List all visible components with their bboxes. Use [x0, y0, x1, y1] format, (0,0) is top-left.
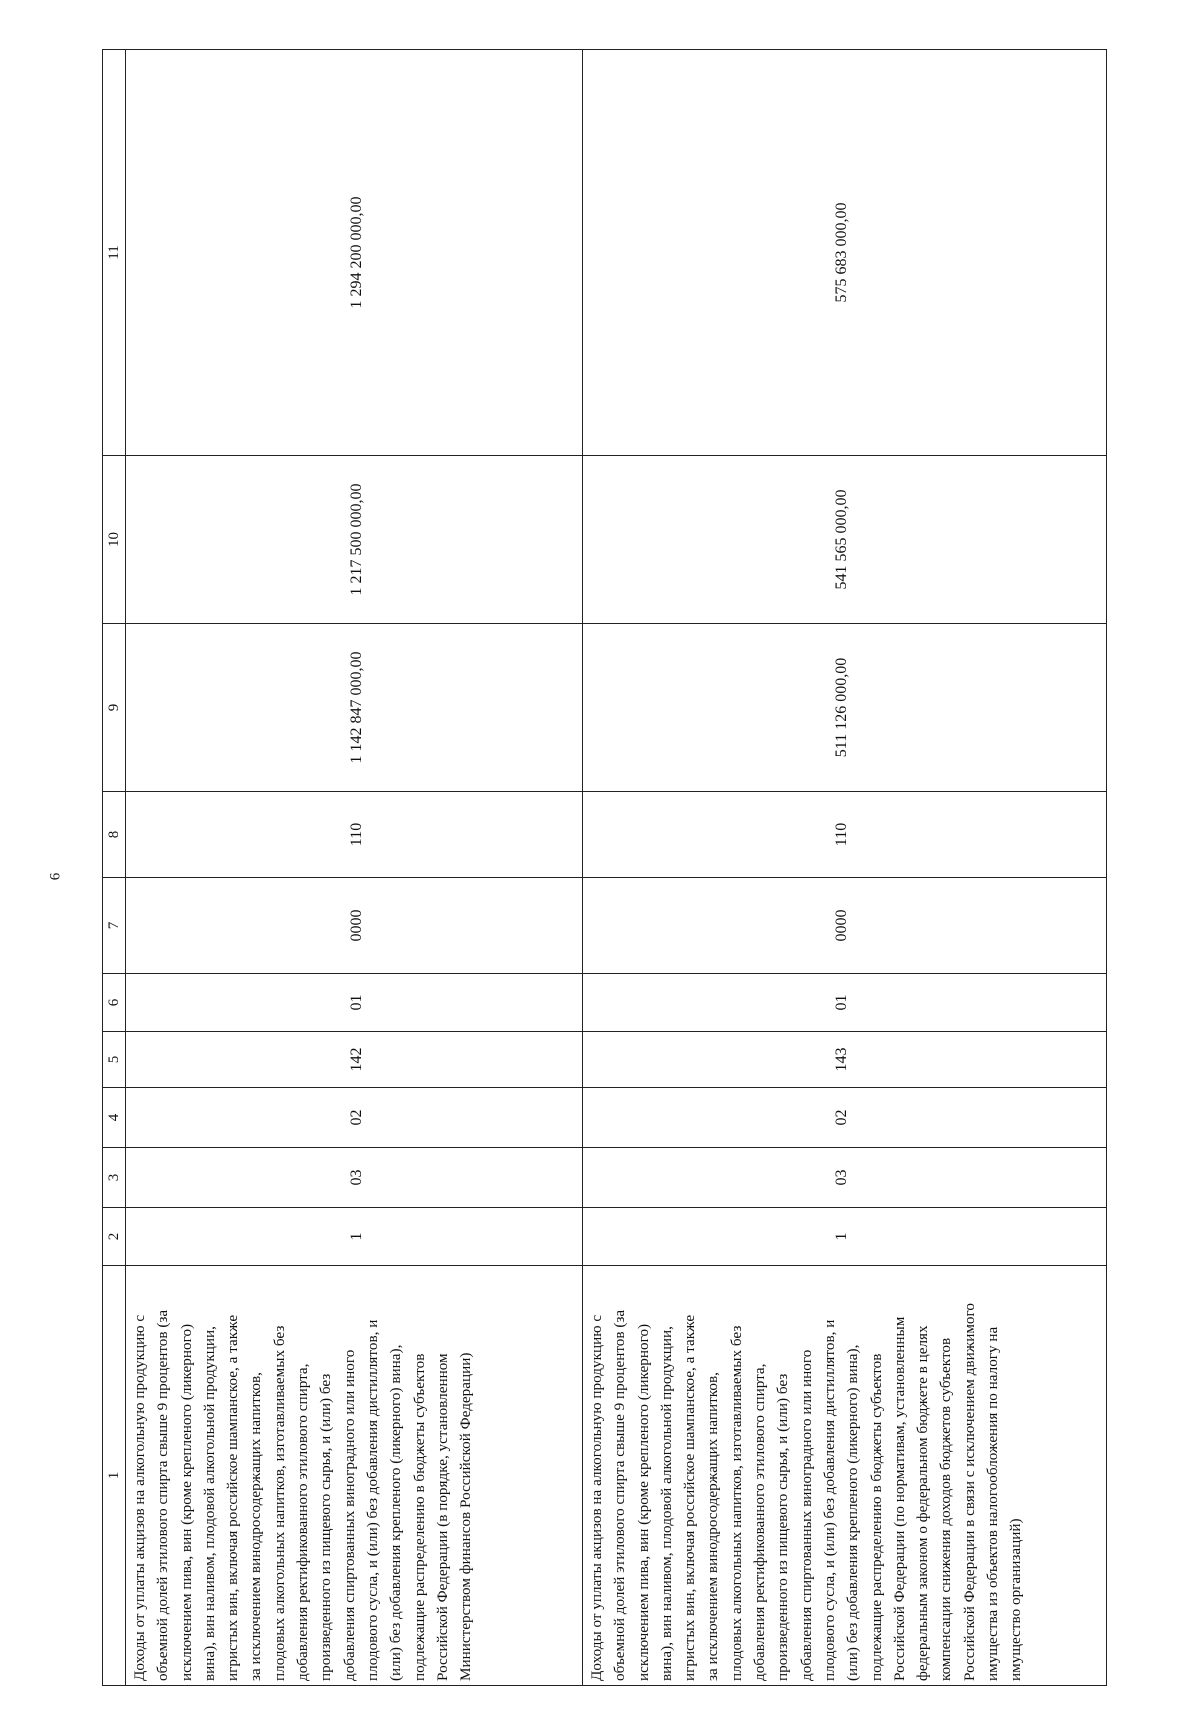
code-cell [583, 974, 1107, 1032]
code-value: 1 [833, 1232, 850, 1241]
code-value: 01 [833, 994, 850, 1011]
revenue-description: Доходы от уплаты акцизов на алкогольную продукцию с объемной долей этилового спирта свыше 9 процентов (за исключением пива, вин (кроме крепленого (ликерного) вина), вин наливом, плодовой алкогольной продукции, игристых вин, включая российское шампанское, а также за исключением винодросодержащих напитков, плодовых алкогольных напитков, изготавливаемых без добавления ректификованного этилового спирта, произведенного из пищевого сырья, и (или) без добавления спиртованных виноградного или иного плодового сусла, и (или) без добавления дистиллятов, и (или) без добавления крепленого (ликерного) вина), подлежащие распределению в бюджеты субъектов Российской Федерации (по нормативам, установленным федеральным законом о федеральном бюджете в целях компенсации снижения доходов бюджетов субъектов Российской Федерации в связи с исключением движимого имущества из объектов налогообложения по налогу на имущество организаций) [583, 1266, 1107, 1686]
code-value: 142 [348, 1047, 365, 1072]
page-number: 6 [47, 872, 64, 881]
code-value: 143 [833, 1047, 850, 1072]
amount-cell [126, 456, 583, 624]
code-cell [583, 792, 1107, 878]
column-header: 5 [103, 1032, 126, 1088]
code-value: 03 [833, 1169, 850, 1186]
code-cell [126, 1088, 583, 1148]
code-cell [126, 1032, 583, 1088]
column-header: 9 [103, 624, 126, 792]
column-header: 2 [103, 1208, 126, 1266]
code-cell [126, 1208, 583, 1266]
code-value: 110 [348, 822, 365, 847]
table-row [583, 50, 1107, 1686]
amount-value: 1 294 200 000,00 [348, 196, 365, 309]
revenue-description: Доходы от уплаты акцизов на алкогольную продукцию с объемной долей этилового спирта свыше 9 процентов (за исключением пива, вин (кроме крепленого (ликерного) вина), вин наливом, плодовой алкогольной продукции, игристых вин, включая российское шампанское, а также за исключением винодросодержащих напитков, плодовых алкогольных напитков, изготавливаемых без добавления ректификованного этилового спирта, произведенного из пищевого сырья, и (или) без добавления спиртованных виноградного или иного плодового сусла, и (или) без добавления дистиллятов, и (или) без добавления крепленого (ликерного) вина), подлежащие распределению в бюджеты субъектов Российской Федерации (в порядке, установленном Министерством финансов Российской Федерации) [126, 1266, 583, 1686]
column-header: 10 [103, 456, 126, 624]
code-cell [583, 1088, 1107, 1148]
amount-cell [583, 50, 1107, 456]
column-header: 3 [103, 1148, 126, 1208]
code-cell [126, 974, 583, 1032]
code-value: 01 [348, 994, 365, 1011]
code-value: 0000 [833, 909, 850, 942]
column-header: 1 [103, 1266, 126, 1686]
column-header: 4 [103, 1088, 126, 1148]
code-cell [126, 792, 583, 878]
amount-value: 575 683 000,00 [833, 202, 850, 303]
code-cell [583, 878, 1107, 974]
code-cell [126, 1148, 583, 1208]
code-value: 0000 [348, 909, 365, 942]
budget-revenue-table [102, 49, 1107, 1686]
amount-value: 1 142 847 000,00 [348, 651, 365, 764]
code-value: 1 [348, 1232, 365, 1241]
column-header: 8 [103, 792, 126, 878]
rotated-table-container [102, 50, 1102, 1686]
table-row [126, 50, 583, 1686]
amount-cell [126, 624, 583, 792]
code-cell [583, 1208, 1107, 1266]
column-header: 11 [103, 50, 126, 456]
code-cell [583, 1148, 1107, 1208]
code-value: 110 [833, 822, 850, 847]
code-value: 02 [833, 1109, 850, 1126]
code-value: 03 [348, 1169, 365, 1186]
column-header: 6 [103, 974, 126, 1032]
code-value: 02 [348, 1109, 365, 1126]
header-row [103, 50, 126, 1686]
amount-cell [583, 456, 1107, 624]
column-header: 7 [103, 878, 126, 974]
amount-value: 541 565 000,00 [833, 489, 850, 590]
amount-value: 511 126 000,00 [833, 657, 850, 758]
amount-cell [583, 624, 1107, 792]
amount-value: 1 217 500 000,00 [348, 483, 365, 596]
code-cell [126, 878, 583, 974]
code-cell [583, 1032, 1107, 1088]
amount-cell [126, 50, 583, 456]
